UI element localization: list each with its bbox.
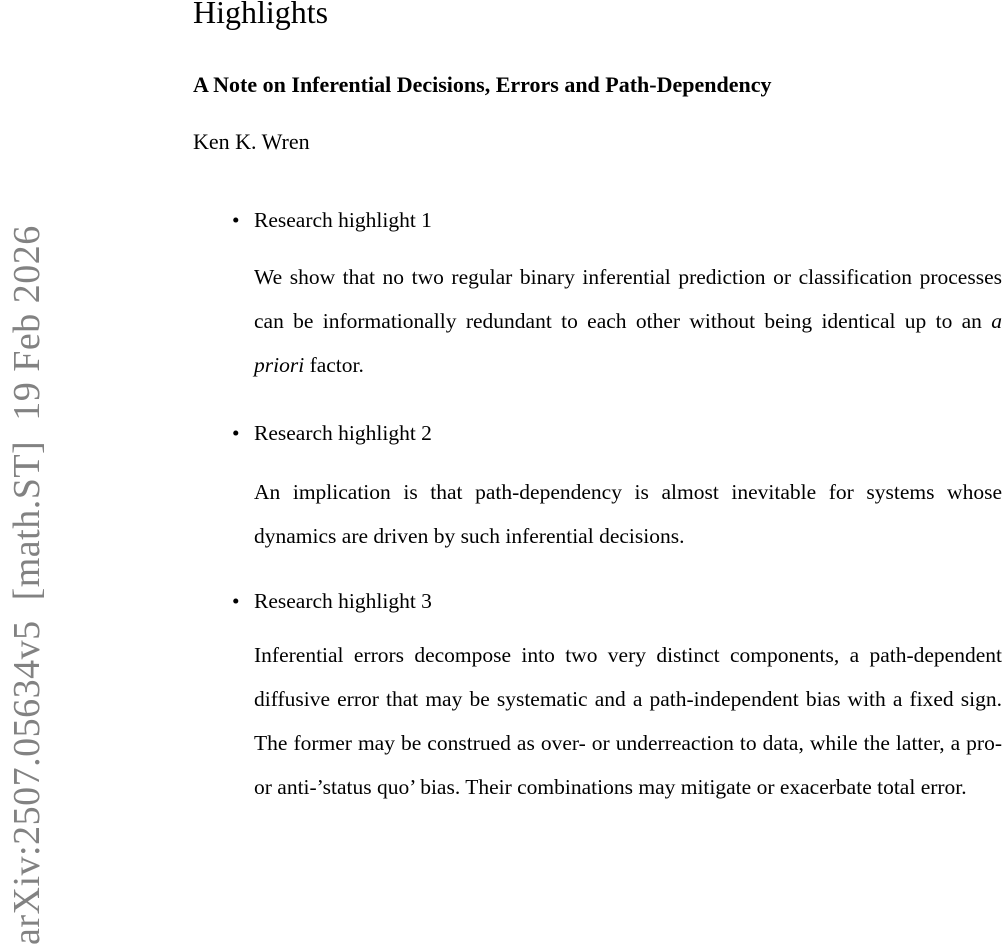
highlight-1-label	[232, 206, 432, 234]
highlight-1-text-after: factor.	[304, 353, 364, 377]
author-name: Ken K. Wren	[193, 129, 310, 154]
highlight-3-label	[232, 587, 432, 615]
bullet-icon: •	[232, 421, 240, 445]
highlight-2-text: An implication is that path-dependency is almost inevitable for systems whose dynamics are driven by such inferential decisions.	[254, 480, 1002, 548]
highlight-1-italic-text: a priori	[254, 309, 1002, 377]
highlight-3-paragraph	[254, 633, 1002, 809]
highlight-1-paragraph	[254, 255, 1002, 387]
highlights-section-title: Highlights	[193, 0, 329, 30]
arxiv-watermark: arXiv:2507.05634v5 [math.ST] 19 Feb 2026	[6, 225, 48, 945]
highlight-3-label-text: Research highlight 3	[254, 589, 432, 613]
highlight-1-text: We show that no two regular binary inferential prediction or classification processes can be informationally redundant to each other without being identical up to an	[254, 265, 1002, 333]
bullet-icon: •	[232, 208, 240, 232]
highlight-1-label-text: Research highlight 1	[254, 208, 432, 232]
highlight-3-text: Inferential errors decompose into two very distinct components, a path-dependent diffusive error that may be systematic and a path-independent bias with a fixed sign. The former may be construed as over- or underreaction to data, while the latter, a pro- or anti-’status quo’ bias. Their combinations may mitigate or exacerbate total error.	[254, 643, 1002, 799]
bullet-icon: •	[232, 589, 240, 613]
highlight-2-paragraph	[254, 470, 1002, 558]
highlight-2-label	[232, 419, 432, 447]
highlight-2-label-text: Research highlight 2	[254, 421, 432, 445]
paper-title: A Note on Inferential Decisions, Errors and Path-Dependency	[193, 72, 772, 97]
